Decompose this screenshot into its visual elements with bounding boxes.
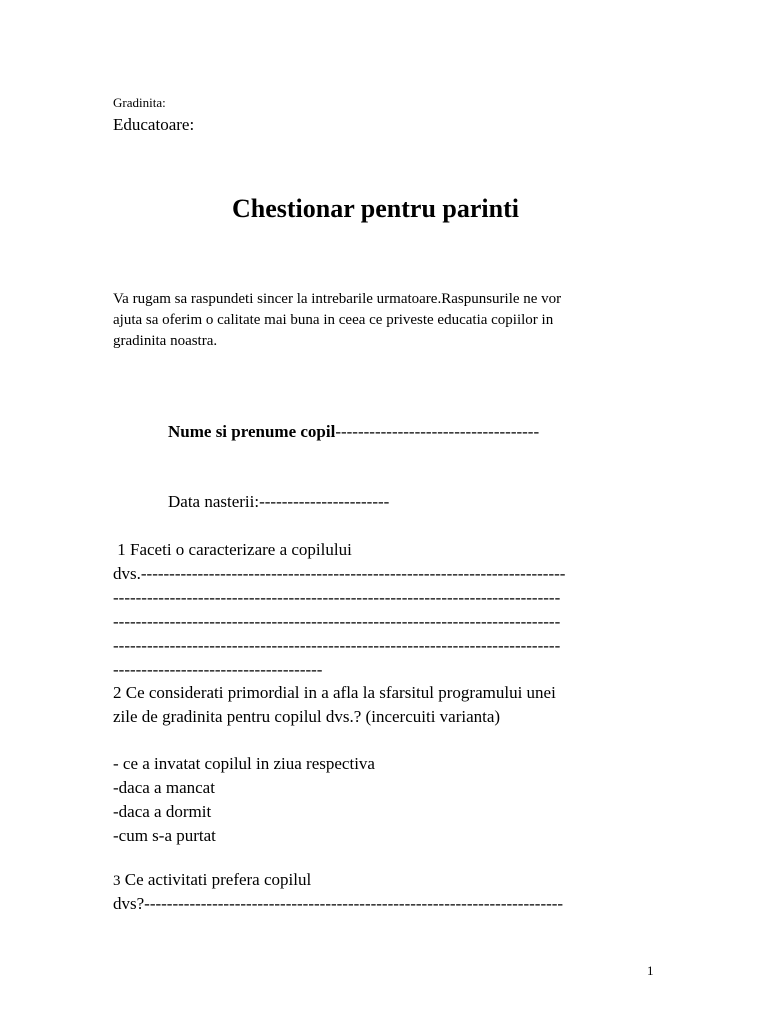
document-title: Chestionar pentru parinti	[232, 194, 519, 223]
question-2-option: -daca a mancat	[113, 778, 215, 797]
question-1-answer-line-3: -------------------------------------------------------------------------------	[113, 612, 561, 631]
question-1-answer-line-2: -------------------------------------------------------------------------------	[113, 588, 561, 607]
gradinita-label: Gradinita:	[113, 95, 166, 110]
question-2-line-2: zile de gradinita pentru copilul dvs.? (incercuiti varianta)	[113, 707, 501, 726]
birth-date-blank: -----------------------	[259, 492, 390, 511]
intro-line-1: Va rugam sa raspundeti sincer la intrebarile urmatoare.Raspunsurile ne vor	[113, 291, 562, 307]
child-name-blank: ------------------------------------	[335, 422, 540, 441]
question-2-option: - ce a invatat copilul in ziua respectiva	[113, 754, 375, 773]
birth-date-field	[168, 493, 389, 510]
intro-line-2: ajuta sa oferim o calitate mai buna in ceea ce priveste educatia copiilor in	[113, 312, 554, 328]
question-2-line-1: 2 Ce considerati primordial in a afla la sfarsitul programului unei	[113, 683, 556, 702]
child-name-label: Nume si prenume copil	[168, 422, 336, 441]
educatoare-label: Educatoare:	[113, 115, 195, 134]
question-3-number: 3	[113, 873, 121, 889]
question-3-label: Ce activitati prefera copilul	[120, 870, 312, 889]
question-3-text	[113, 871, 311, 889]
page-number: 1	[647, 963, 654, 978]
birth-date-label: Data nasterii:	[168, 492, 260, 511]
question-1-answer-line-4: -------------------------------------------------------------------------------	[113, 636, 561, 655]
question-2-option: -daca a dormit	[113, 802, 212, 821]
question-1-text: 1 Faceti o caracterizare a copilului	[113, 540, 352, 559]
question-2-option: -cum s-a purtat	[113, 826, 216, 845]
child-name-field	[168, 423, 539, 440]
question-1-answer-line-1: dvs.---------------------------------------------------------------------------	[113, 564, 566, 583]
intro-line-3: gradinita noastra.	[113, 333, 218, 349]
question-3-answer-line-1: dvs?--------------------------------------------------------------------------	[113, 894, 564, 913]
question-1-answer-line-5: -------------------------------------	[113, 660, 323, 679]
